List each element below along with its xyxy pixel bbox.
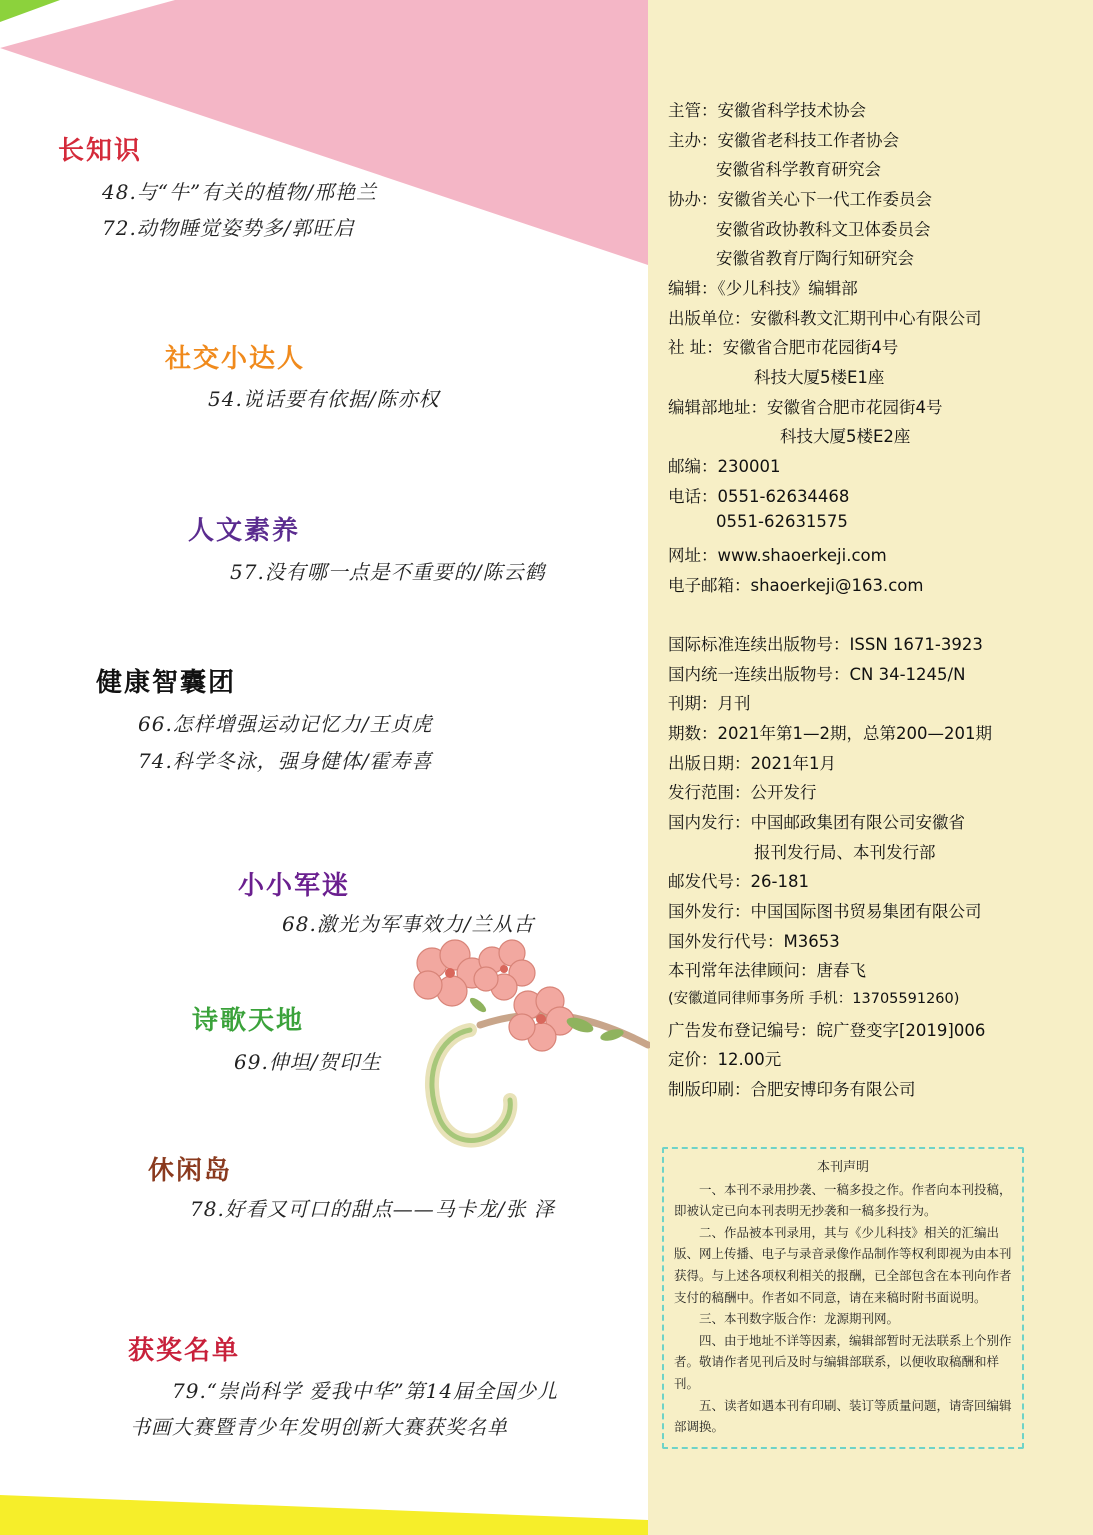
info-line: 电话：0551-62634468 [668, 487, 850, 506]
info-line: 编辑部地址：安徽省合肥市花园街4号 [668, 398, 943, 417]
notice-paragraph: 一、本刊不录用抄袭、一稿多投之作。作者向本刊投稿，即被认定已向本刊表明无抄袭和一稿多投行为。 [674, 1181, 1012, 1219]
article-entry[interactable]: 66.怎样增强运动记忆力/王贞虎 [138, 712, 433, 736]
article-entry[interactable]: 78.好看又可口的甜点——马卡龙/张 泽 [190, 1197, 555, 1221]
notice-paragraph: 三、本刊数字版合作：龙源期刊网。 [699, 1311, 900, 1327]
section-title-jiankang: 健康智囊团 [96, 668, 237, 698]
section-title-shige: 诗歌天地 [192, 1006, 305, 1036]
info-line[interactable]: 电子邮箱：shaoerkeji@163.com [668, 576, 924, 595]
info-line: 国内统一连续出版物号：CN 34-1245/N [668, 665, 966, 684]
section-title-zhangzhishi: 长知识 [58, 136, 143, 166]
info-line[interactable]: 网址：www.shaoerkeji.com [668, 546, 887, 565]
info-line: 本刊常年法律顾问：唐春飞 [668, 961, 866, 980]
section-title-shejiao: 社交小达人 [165, 344, 306, 374]
info-line: 广告发布登记编号：皖广登变字[2019]006 [668, 1021, 986, 1040]
section-title-junmi: 小小军迷 [238, 871, 351, 901]
green-corner [0, 0, 60, 22]
info-line: 出版日期：2021年1月 [668, 754, 836, 773]
info-line: 制版印刷：合肥安博印务有限公司 [668, 1080, 916, 1099]
info-line: 期数：2021年第1—2期，总第200—201期 [668, 724, 992, 743]
yellow-corner [0, 1495, 648, 1535]
article-entry[interactable]: 72.动物睡觉姿势多/郭旺启 [102, 216, 355, 240]
info-line: 0551-62631575 [716, 512, 848, 531]
info-line: 编辑：《少儿科技》编辑部 [668, 279, 858, 298]
notice-title: 本刊声明 [816, 1160, 869, 1175]
info-line: 安徽省科学教育研究会 [716, 160, 881, 179]
info-line: 报刊发行局、本刊发行部 [754, 843, 936, 862]
article-entry[interactable]: 79.“崇尚科学 爱我中华”第14届全国少儿 [172, 1379, 559, 1403]
info-line: 发行范围：公开发行 [668, 783, 817, 802]
section-title-huojiang: 获奖名单 [128, 1336, 241, 1366]
article-entry[interactable]: 74.科学冬泳，强身健体/霍寿喜 [138, 749, 433, 773]
info-line: 协办：安徽省关心下一代工作委员会 [668, 190, 932, 209]
info-line: 国际标准连续出版物号：ISSN 1671-3923 [668, 635, 983, 654]
info-line: 刊期：月刊 [668, 694, 751, 713]
info-line: (安徽道同律师事务所 手机：13705591260) [668, 991, 960, 1007]
info-line: 科技大厦5楼E1座 [754, 368, 885, 387]
info-line: 主办：安徽省老科技工作者协会 [668, 131, 899, 150]
article-entry[interactable]: 68.激光为军事效力/兰从古 [282, 912, 535, 936]
info-line: 定价：12.00元 [668, 1050, 782, 1069]
info-line: 国内发行：中国邮政集团有限公司安徽省 [668, 813, 965, 832]
article-entry[interactable]: 57.没有哪一点是不重要的/陈云鹤 [230, 560, 546, 584]
article-entry[interactable]: 54.说话要有依据/陈亦权 [208, 387, 440, 411]
notice-paragraph: 五、读者如遇本刊有印刷、装订等质量问题，请寄回编辑部调换。 [674, 1397, 1012, 1435]
info-line: 主管：安徽省科学技术协会 [668, 101, 866, 120]
info-line: 国外发行：中国国际图书贸易集团有限公司 [668, 902, 982, 921]
section-title-renwen: 人文素养 [188, 516, 301, 546]
article-entry[interactable]: 书画大赛暨青少年发明创新大赛获奖名单 [130, 1415, 508, 1439]
info-line: 邮编：230001 [668, 457, 781, 476]
notice-paragraph: 二、作品被本刊录用，其与《少儿科技》相关的汇编出版、网上传播、电子与录音录像作品制作等权利即视为由本刊获得。与上述各项权利相关的报酬，已全部包含在本刊向作者支付的稿酬中。作者如不同意，请在来稿时附书面说明。 [674, 1224, 1012, 1305]
article-entry[interactable]: 48.与“牛”有关的植物/邢艳兰 [102, 180, 377, 204]
info-line: 科技大厦5楼E2座 [780, 427, 911, 446]
notice-box [662, 1147, 1024, 1449]
info-line: 安徽省政协教科文卫体委员会 [716, 220, 931, 239]
notice-paragraph: 四、由于地址不详等因素，编辑部暂时无法联系上个别作者。敬请作者见刊后及时与编辑部联系，以便收取稿酬和样刊。 [674, 1332, 1012, 1391]
flower-branch-illustration [400, 935, 650, 1185]
info-line: 邮发代号：26-181 [668, 872, 809, 891]
info-line: 出版单位：安徽科教文汇期刊中心有限公司 [668, 309, 982, 328]
article-entry[interactable]: 69.伸坦/贺印生 [234, 1050, 382, 1074]
info-line: 社 址：安徽省合肥市花园街4号 [668, 338, 899, 357]
section-title-xiuxian: 休闲岛 [148, 1156, 233, 1186]
info-line: 安徽省教育厅陶行知研究会 [716, 249, 914, 268]
info-line: 国外发行代号：M3653 [668, 932, 840, 951]
